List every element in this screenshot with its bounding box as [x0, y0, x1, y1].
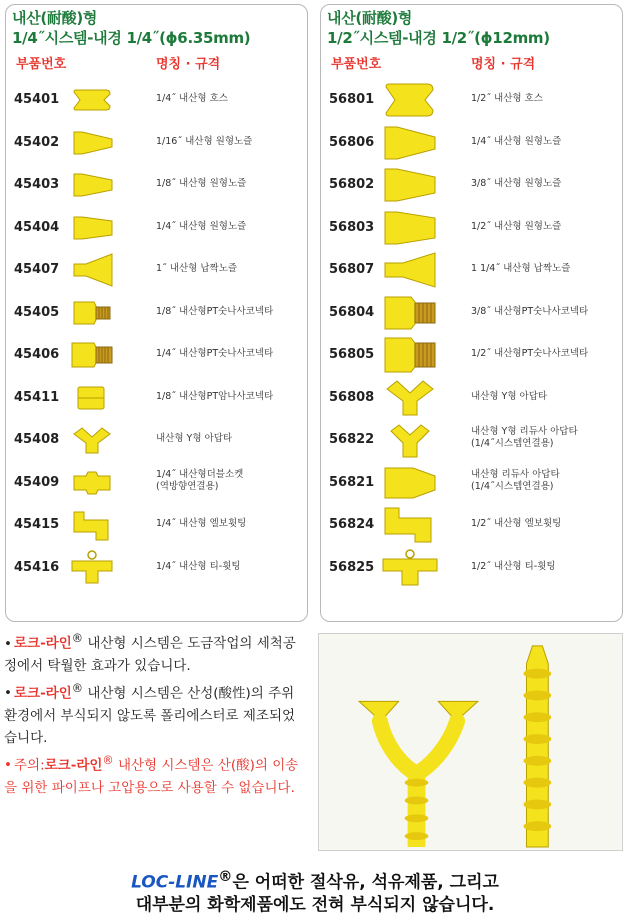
- part-number: 56806: [329, 134, 375, 150]
- part-number: 45415: [14, 517, 60, 532]
- column-header-name-spec: 명칭 · 규격: [156, 57, 221, 72]
- part-number: 56801: [329, 92, 375, 107]
- part-number: 45406: [14, 347, 60, 362]
- part-description: 내산형 Y형 리듀사 아답타 (1/4˝시스템연결용): [471, 426, 578, 449]
- list-item: [6, 122, 307, 165]
- part-number: 45401: [14, 92, 60, 107]
- male-connector-icon: [381, 336, 439, 374]
- part-description: 1/2˝ 내산형PT숫나사코넥타: [471, 348, 589, 359]
- part-description: 1/2˝ 내산형 티-휫팅: [471, 560, 556, 572]
- assembled-hose-illustration: [319, 634, 622, 850]
- flat-nozzle-icon: [68, 251, 116, 289]
- part-description: 1/8˝ 내산형PT암나사코넥타: [156, 390, 274, 402]
- list-item: [6, 334, 307, 377]
- part-number: 45416: [14, 559, 60, 575]
- list-item: [321, 547, 622, 590]
- brand-name: 로크-라인: [14, 685, 72, 701]
- part-description: 1/8˝ 내산형PT숫나사코넥타: [156, 305, 274, 317]
- part-description: 1/16˝ 내산형 원형노즐: [156, 135, 253, 147]
- part-description: 1/4˝ 내산형 엘보휫팅: [156, 518, 247, 529]
- catalog-panel-quarter-inch: [5, 4, 308, 622]
- hose-segment-icon: [381, 81, 439, 119]
- column-header-name-spec: 명칭 · 규격: [471, 57, 536, 72]
- part-description: 1/2˝ 내산형 호스: [471, 93, 543, 104]
- round-nozzle-icon: [381, 166, 439, 204]
- list-item: [6, 207, 307, 250]
- list-item: [6, 79, 307, 122]
- loc-line-logo: LOC-LINE: [131, 872, 219, 893]
- y-adapter-icon: [381, 379, 439, 417]
- part-number: 45411: [14, 389, 60, 405]
- note-caution: • 주의:로크-라인® 내산형 시스템은 산(酸)의 이송을 위한 파이프나 고압용으로 사용할 수 없습니다.: [4, 753, 299, 796]
- part-number: 45403: [14, 177, 60, 192]
- column-header-part-number: 부품번호: [16, 57, 67, 72]
- female-connector-icon: [68, 379, 116, 417]
- part-description: 1˝ 내산형 납짝노즐: [156, 263, 238, 274]
- note-polyester-material: • 로크-라인® 내산형 시스템은 산성(酸性)의 주위환경에서 부식되지 않도록 폴리에스터로 제조되었습니다.: [4, 681, 296, 746]
- list-item: [6, 419, 307, 462]
- part-description: 1/4˝ 내산형더블소켓 (역방향연결용): [156, 468, 244, 492]
- round-nozzle-icon: [381, 209, 439, 247]
- part-number: 45407: [14, 262, 60, 277]
- flat-nozzle-icon: [381, 251, 439, 289]
- part-number: 56803: [329, 219, 375, 235]
- reducer-adapter-icon: [381, 464, 439, 502]
- list-item: [6, 504, 307, 547]
- part-description: 1/2˝ 내산형 원형노즐: [471, 220, 562, 232]
- elbow-fitting-icon: [68, 506, 116, 544]
- list-item: [321, 419, 622, 462]
- column-header-part-number: 부품번호: [331, 57, 382, 72]
- part-description: 내산형 Y형 아답타: [156, 433, 233, 444]
- list-item: [6, 547, 307, 590]
- list-item: [321, 249, 622, 292]
- male-connector-icon: [381, 294, 439, 332]
- part-description: 1/4˝ 내산형 호스: [156, 93, 228, 104]
- note-corrosion-cleaning: • 로크-라인® 내산형 시스템은 도금작업의 세척공정에서 탁월한 효과가 있습니다.: [4, 632, 296, 674]
- parts-list: [6, 79, 307, 589]
- list-item: [321, 377, 622, 420]
- part-description: 1/4˝ 내산형 티-휫팅: [156, 560, 241, 572]
- round-nozzle-icon: [381, 124, 439, 162]
- panel-subtitle: 1/4˝시스템-내경 1/4˝(ϕ6.35mm): [12, 29, 251, 47]
- part-description: 1/4˝ 내산형PT숫나사코넥타: [156, 348, 274, 359]
- list-item: [321, 462, 622, 505]
- part-number: 56821: [329, 474, 375, 490]
- list-item: [321, 79, 622, 122]
- notes-section: [4, 628, 304, 799]
- list-item: [321, 334, 622, 377]
- part-number: 56808: [329, 389, 375, 405]
- part-description: 1 1/4˝ 내산형 납짝노즐: [471, 263, 571, 274]
- tee-fitting-icon: [68, 549, 116, 587]
- list-item: [321, 164, 622, 207]
- part-number: 45409: [14, 474, 60, 490]
- round-nozzle-icon: [68, 209, 116, 247]
- part-number: 56805: [329, 347, 375, 362]
- elbow-fitting-icon: [381, 506, 439, 544]
- part-description: 3/8˝ 내산형 원형노즐: [471, 178, 562, 189]
- list-item: [6, 292, 307, 335]
- part-number: 56802: [329, 177, 375, 192]
- male-connector-icon: [68, 294, 116, 332]
- part-description: 1/4˝ 내산형 원형노즐: [156, 220, 247, 232]
- hose-segment-icon: [68, 81, 116, 119]
- list-item: [321, 292, 622, 335]
- panel-title: 내산(耐酸)형: [327, 9, 413, 27]
- part-description: 3/8˝ 내산형PT숫나사코넥타: [471, 305, 589, 317]
- tee-fitting-icon: [381, 549, 439, 587]
- brand-name: 로크-라인: [44, 757, 103, 773]
- round-nozzle-icon: [68, 124, 116, 162]
- footer-statement: [0, 866, 630, 916]
- part-number: 45402: [14, 134, 60, 150]
- list-item: [321, 207, 622, 250]
- list-item: [6, 164, 307, 207]
- male-connector-icon: [68, 336, 116, 374]
- part-number: 45405: [14, 304, 60, 320]
- y-reducer-icon: [381, 421, 439, 459]
- double-socket-icon: [68, 464, 116, 502]
- part-description: 1/2˝ 내산형 엘보휫팅: [471, 518, 562, 529]
- footer-line-2: 대부분의 화학제품에도 전혀 부식되지 않습니다.: [135, 894, 495, 915]
- part-number: 56804: [329, 304, 375, 320]
- product-photo: [318, 633, 623, 851]
- panel-subtitle: 1/2˝시스템-내경 1/2˝(ϕ12mm): [327, 29, 550, 47]
- part-number: 45404: [14, 219, 60, 235]
- part-number: 56807: [329, 262, 375, 277]
- catalog-panel-half-inch: [320, 4, 623, 622]
- list-item: [321, 504, 622, 547]
- list-item: [6, 462, 307, 505]
- list-item: [321, 122, 622, 165]
- panel-title: 내산(耐酸)형: [12, 9, 98, 27]
- list-item: [6, 249, 307, 292]
- part-description: 내산형 Y형 아답타: [471, 390, 548, 402]
- round-nozzle-icon: [68, 166, 116, 204]
- footer-line-1: LOC-LINE®은 어떠한 절삭유, 석유제품, 그리고: [131, 869, 499, 893]
- part-description: 1/4˝ 내산형 원형노즐: [471, 135, 562, 147]
- y-adapter-icon: [68, 421, 116, 459]
- part-number: 56824: [329, 517, 375, 532]
- part-description: 내산형 리듀사 아답타 (1/4˝시스템연결용): [471, 468, 560, 492]
- brand-name: 로크-라인: [14, 635, 72, 652]
- list-item: [6, 377, 307, 420]
- parts-list: [321, 79, 622, 589]
- part-description: 1/8˝ 내산형 원형노즐: [156, 178, 247, 189]
- part-number: 56825: [329, 559, 375, 575]
- part-number: 45408: [14, 432, 60, 447]
- part-number: 56822: [329, 432, 375, 447]
